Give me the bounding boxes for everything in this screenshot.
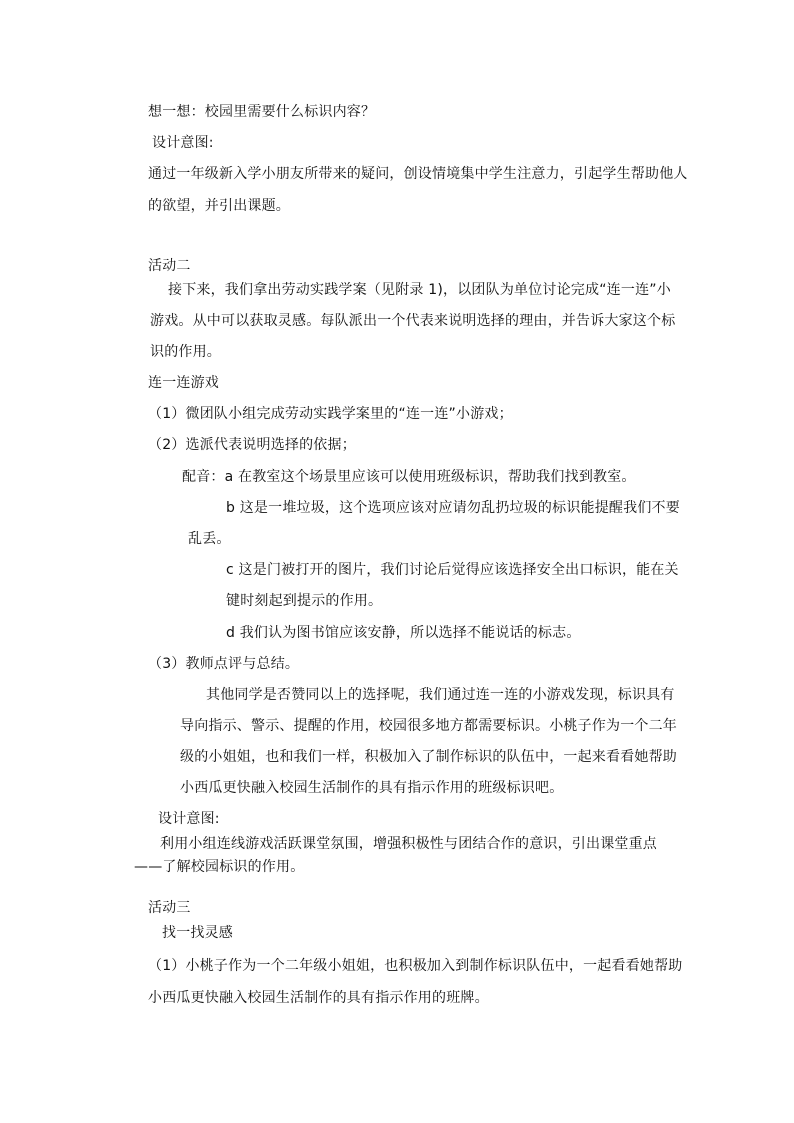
activity-three-heading: 活动三 [148, 900, 191, 916]
paragraph-line: ——了解校园标识的作用。 [134, 859, 305, 875]
paragraph-line: （1）小桃子作为一个二年级小姐姐，也积极加入到制作标识队伍中，一起看看她帮助 [148, 958, 683, 974]
list-item: （2）选派代表说明选择的依据； [148, 437, 356, 453]
voiceover-line: 乱丢。 [188, 531, 231, 547]
paragraph-line: 导向指示、警示、提醒的作用，校园很多地方都需要标识。小桃子作为一个二年 [180, 718, 677, 734]
voiceover-line: b 这是一堆垃圾，这个选项应该对应请勿乱扔垃圾的标识能提醒我们不要 [226, 500, 680, 516]
paragraph-line: 利用小组连线游戏活跃课堂氛围，增强积极性与团结合作的意识，引出课堂重点 [160, 836, 657, 852]
paragraph-line: 级的小姐姐，也和我们一样，积极加入了制作标识的队伍中，一起来看看她帮助 [180, 749, 677, 765]
paragraph-line: 其他同学是否赞同以上的选择呢，我们通过连一连的小游戏发现，标识具有 [206, 687, 675, 703]
voiceover-line: 键时刻起到提示的作用。 [226, 593, 383, 609]
voiceover-line: 配音：a 在教室这个场景里应该可以使用班级标识，帮助我们找到教室。 [182, 469, 636, 485]
paragraph-line: 通过一年级新入学小朋友所带来的疑问，创设情境集中学生注意力，引起学生帮助他人 [148, 166, 688, 182]
paragraph-line: 小西瓜更快融入校园生活制作的具有指示作用的班级标识吧。 [180, 780, 564, 796]
paragraph-line: 小西瓜更快融入校园生活制作的具有指示作用的班牌。 [148, 990, 489, 1006]
list-item: （1）微团队小组完成劳动实践学案里的“连一连”小游戏； [148, 406, 513, 422]
prompt-question: 想一想：校园里需要什么标识内容？ [148, 104, 376, 120]
paragraph-line: 的欲望，并引出课题。 [148, 198, 290, 214]
subheading: 找一找灵感 [162, 925, 233, 941]
voiceover-line: d 我们认为图书馆应该安静，所以选择不能说话的标志。 [226, 625, 581, 641]
paragraph-line: 游戏。从中可以获取灵感。每队派出一个代表来说明选择的理由，并告诉大家这个标 [150, 313, 676, 329]
list-item: （3）教师点评与总结。 [148, 656, 300, 672]
activity-two-heading: 活动二 [148, 258, 191, 274]
design-intent-heading: 设计意图: [152, 135, 214, 151]
game-heading: 连一连游戏 [148, 375, 219, 391]
design-intent-heading: 设计意图: [158, 811, 220, 827]
paragraph-line: 识的作用。 [150, 344, 221, 360]
paragraph-line: 接下来，我们拿出劳动实践学案（见附录 1)，以团队为单位讨论完成“连一连”小 [168, 282, 671, 298]
voiceover-line: c 这是门被打开的图片，我们讨论后觉得应该选择安全出口标识，能在关 [226, 562, 679, 578]
